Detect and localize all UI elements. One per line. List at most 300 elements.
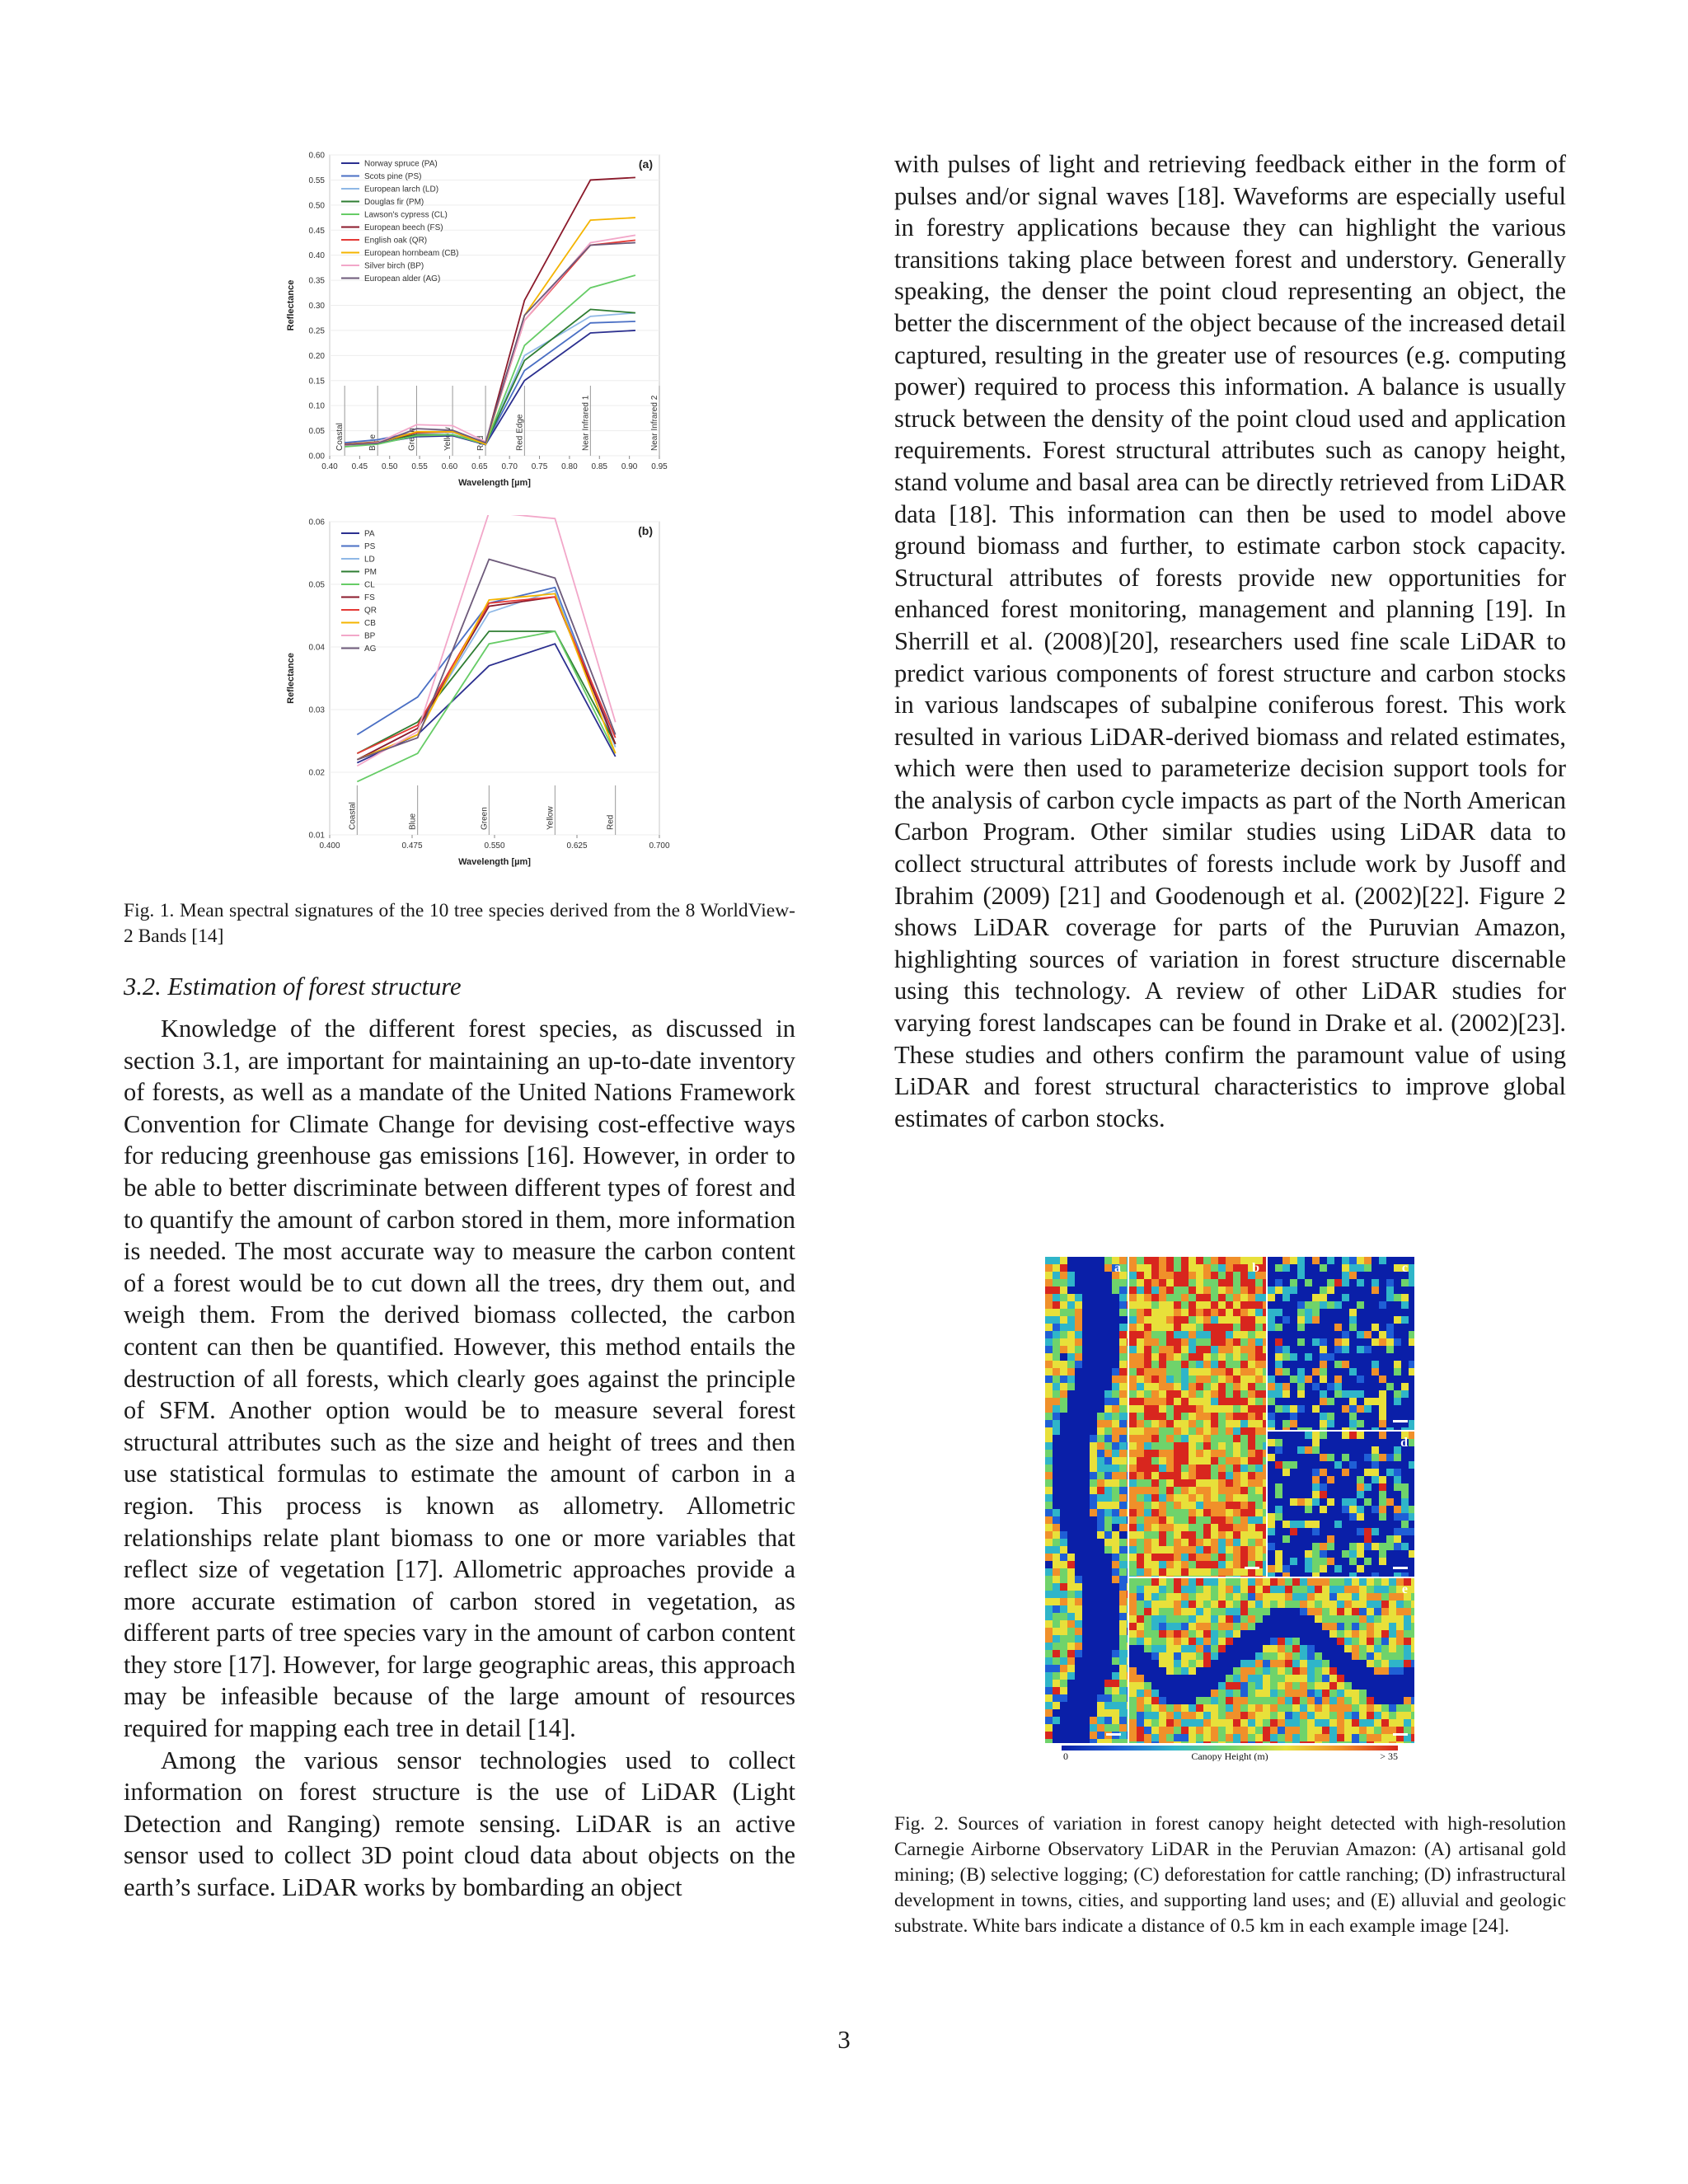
canopy-cell (1364, 1572, 1372, 1577)
canopy-cell (1270, 1593, 1278, 1601)
canopy-cell (1218, 1568, 1226, 1576)
canopy-cell (1357, 1506, 1364, 1513)
canopy-cell (1159, 1719, 1166, 1727)
canopy-cell (1312, 1432, 1320, 1439)
canopy-cell (1196, 1435, 1203, 1442)
canopy-cell (1211, 1660, 1218, 1667)
canopy-cell (1203, 1465, 1211, 1472)
canopy-cell (1082, 1702, 1090, 1709)
canopy-cell (1263, 1472, 1266, 1479)
canopy-cell (1307, 1667, 1315, 1675)
canopy-cell (1364, 1353, 1372, 1361)
canopy-cell (1312, 1338, 1320, 1346)
canopy-cell (1127, 1546, 1128, 1554)
canopy-cell (1075, 1591, 1082, 1598)
canopy-cell (1090, 1301, 1097, 1309)
canopy-cell (1151, 1420, 1159, 1427)
canopy-cell (1372, 1521, 1379, 1528)
canopy-cell (1104, 1286, 1112, 1294)
y-tick-label: 0.05 (308, 580, 325, 590)
canopy-cell (1312, 1454, 1320, 1461)
canopy-cell (1166, 1487, 1174, 1494)
canopy-cell (1226, 1524, 1233, 1531)
canopy-cell (1144, 1272, 1151, 1279)
canopy-cell (1374, 1645, 1381, 1652)
canopy-cell (1337, 1690, 1344, 1697)
canopy-cell (1174, 1279, 1181, 1286)
canopy-cell (1292, 1601, 1300, 1608)
canopy-cell (1263, 1346, 1266, 1353)
canopy-cell (1137, 1502, 1144, 1509)
canopy-cell (1112, 1591, 1119, 1598)
canopy-cell (1151, 1660, 1159, 1667)
canopy-cell (1300, 1593, 1307, 1601)
canopy-cell (1097, 1450, 1104, 1457)
canopy-cell (1320, 1427, 1327, 1430)
canopy-cell (1233, 1272, 1240, 1279)
canopy-cell (1297, 1264, 1305, 1272)
canopy-cell (1372, 1294, 1379, 1301)
canopy-cell (1342, 1324, 1349, 1331)
canopy-cell (1409, 1279, 1414, 1286)
canopy-cell (1342, 1469, 1349, 1476)
canopy-cell (1060, 1435, 1067, 1442)
canopy-cell (1067, 1635, 1075, 1643)
canopy-cell (1337, 1586, 1344, 1593)
canopy-cell (1263, 1660, 1270, 1667)
canopy-cell (1364, 1331, 1372, 1338)
page-number: 3 (837, 2025, 851, 2054)
canopy-cell (1060, 1657, 1067, 1665)
canopy-cell (1320, 1565, 1327, 1572)
canopy-cell (1364, 1521, 1372, 1528)
canopy-cell (1248, 1727, 1255, 1734)
canopy-cell (1315, 1652, 1322, 1660)
canopy-cell (1394, 1324, 1401, 1331)
canopy-cell (1307, 1719, 1315, 1727)
canopy-cell (1315, 1630, 1322, 1638)
canopy-cell (1129, 1435, 1137, 1442)
canopy-cell (1067, 1509, 1075, 1516)
canopy-cell (1112, 1294, 1119, 1301)
canopy-cell (1374, 1704, 1381, 1712)
canopy-cell (1357, 1439, 1364, 1446)
canopy-cell (1233, 1502, 1240, 1509)
canopy-cell (1275, 1565, 1282, 1572)
canopy-cell (1372, 1353, 1379, 1361)
canopy-cell (1144, 1420, 1151, 1427)
canopy-cell (1112, 1620, 1119, 1628)
canopy-cell (1129, 1301, 1137, 1309)
canopy-cell (1334, 1439, 1342, 1446)
canopy-cell (1119, 1702, 1127, 1709)
y-tick-label: 0.01 (308, 831, 325, 841)
canopy-cell (1305, 1461, 1312, 1469)
canopy-cell (1285, 1675, 1292, 1682)
canopy-cell (1166, 1727, 1174, 1734)
canopy-cell (1097, 1709, 1104, 1717)
canopy-cell (1305, 1301, 1312, 1309)
canopy-cell (1067, 1657, 1075, 1665)
canopy-cell (1357, 1498, 1364, 1506)
canopy-cell (1067, 1264, 1075, 1272)
canopy-cell (1082, 1531, 1090, 1539)
canopy-cell (1320, 1483, 1327, 1491)
canopy-cell (1305, 1346, 1312, 1353)
canopy-cell (1329, 1675, 1337, 1682)
canopy-cell (1211, 1398, 1218, 1405)
canopy-cell (1349, 1432, 1357, 1439)
canopy-cell (1104, 1383, 1112, 1390)
canopy-cell (1240, 1568, 1248, 1576)
canopy-cell (1233, 1645, 1240, 1652)
canopy-cell (1203, 1690, 1211, 1697)
canopy-cell (1379, 1331, 1386, 1338)
canopy-cell (1292, 1586, 1300, 1593)
canopy-cell (1082, 1487, 1090, 1494)
canopy-cell (1240, 1435, 1248, 1442)
canopy-cell (1112, 1680, 1119, 1687)
canopy-cell (1097, 1539, 1104, 1546)
canopy-cell (1357, 1264, 1364, 1272)
canopy-cell (1322, 1645, 1329, 1652)
canopy-cell (1255, 1338, 1263, 1346)
canopy-cell (1104, 1450, 1112, 1457)
canopy-cell (1226, 1301, 1233, 1309)
canopy-cell (1060, 1279, 1067, 1286)
canopy-cell (1386, 1469, 1394, 1476)
canopy-cell (1411, 1667, 1414, 1675)
canopy-cell (1263, 1405, 1266, 1413)
canopy-cell (1174, 1719, 1181, 1727)
canopy-cell (1196, 1615, 1203, 1623)
canopy-cell (1329, 1667, 1337, 1675)
canopy-cell (1329, 1690, 1337, 1697)
canopy-cell (1189, 1652, 1196, 1660)
canopy-cell (1263, 1601, 1270, 1608)
canopy-cell (1322, 1652, 1329, 1660)
canopy-cell (1320, 1294, 1327, 1301)
canopy-cell (1305, 1528, 1312, 1535)
canopy-cell (1263, 1442, 1266, 1450)
canopy-cell (1386, 1506, 1394, 1513)
canopy-cell (1233, 1601, 1240, 1608)
canopy-cell (1053, 1398, 1060, 1405)
canopy-cell (1386, 1446, 1394, 1454)
legend-label: Norway spruce (PA) (364, 159, 438, 169)
canopy-cell (1367, 1712, 1374, 1719)
canopy-cell (1137, 1645, 1144, 1652)
canopy-cell (1053, 1531, 1060, 1539)
canopy-cell (1240, 1398, 1248, 1405)
canopy-cell (1196, 1578, 1203, 1586)
canopy-cell (1240, 1719, 1248, 1727)
canopy-cell (1060, 1316, 1067, 1324)
canopy-cell (1226, 1734, 1233, 1741)
canopy-cell (1282, 1383, 1290, 1390)
canopy-cell (1112, 1635, 1119, 1643)
canopy-cell (1290, 1427, 1297, 1430)
canopy-cell (1112, 1390, 1119, 1398)
canopy-cell (1075, 1732, 1082, 1739)
canopy-cell (1060, 1286, 1067, 1294)
canopy-cell (1233, 1704, 1240, 1712)
canopy-cell (1367, 1638, 1374, 1645)
canopy-cell (1329, 1638, 1337, 1645)
canopy-cell (1322, 1675, 1329, 1682)
canopy-cell (1334, 1346, 1342, 1353)
canopy-cell (1127, 1338, 1128, 1346)
canopy-cell (1263, 1578, 1270, 1586)
canopy-cell (1090, 1494, 1097, 1502)
canopy-cell (1144, 1398, 1151, 1405)
canopy-cell (1218, 1368, 1226, 1376)
canopy-cell (1312, 1383, 1320, 1390)
canopy-cell (1082, 1450, 1090, 1457)
canopy-cell (1329, 1630, 1337, 1638)
canopy-cell (1337, 1645, 1344, 1652)
canopy-cell (1075, 1635, 1082, 1643)
canopy-cell (1067, 1628, 1075, 1635)
canopy-cell (1352, 1690, 1359, 1697)
canopy-cell (1334, 1446, 1342, 1454)
canopy-cell (1151, 1667, 1159, 1675)
canopy-cell (1282, 1316, 1290, 1324)
canopy-cell (1401, 1413, 1409, 1420)
canopy-cell (1379, 1476, 1386, 1483)
canopy-cell (1144, 1524, 1151, 1531)
canopy-cell (1240, 1645, 1248, 1652)
canopy-cell (1060, 1568, 1067, 1576)
canopy-cell (1359, 1719, 1367, 1727)
canopy-cell (1342, 1294, 1349, 1301)
canopy-cell (1211, 1286, 1218, 1294)
canopy-cell (1312, 1279, 1320, 1286)
canopy-cell (1127, 1353, 1128, 1361)
x-tick-label: 0.400 (319, 841, 340, 851)
canopy-cell (1409, 1413, 1414, 1420)
canopy-cell (1282, 1324, 1290, 1331)
canopy-cell (1075, 1465, 1082, 1472)
canopy-cell (1297, 1543, 1305, 1550)
canopy-cell (1322, 1601, 1329, 1608)
canopy-cell (1320, 1390, 1327, 1398)
canopy-cell (1282, 1309, 1290, 1316)
canopy-cell (1374, 1682, 1381, 1690)
canopy-cell (1322, 1660, 1329, 1667)
canopy-cell (1067, 1739, 1075, 1743)
canopy-cell (1275, 1279, 1282, 1286)
canopy-cell (1159, 1712, 1166, 1719)
canopy-cell (1268, 1353, 1275, 1361)
canopy-cell (1075, 1286, 1082, 1294)
canopy-cell (1137, 1309, 1144, 1316)
canopy-cell (1174, 1346, 1181, 1353)
canopy-cell (1196, 1324, 1203, 1331)
canopy-cell (1233, 1586, 1240, 1593)
canopy-cell (1240, 1427, 1248, 1435)
canopy-cell (1300, 1638, 1307, 1645)
canopy-cell (1159, 1554, 1166, 1561)
canopy-cell (1290, 1324, 1297, 1331)
canopy-cell (1307, 1578, 1315, 1586)
canopy-cell (1053, 1657, 1060, 1665)
canopy-cell (1112, 1709, 1119, 1717)
canopy-cell (1181, 1390, 1189, 1398)
canopy-cell (1151, 1601, 1159, 1608)
y-tick-label: 0.15 (308, 377, 325, 387)
canopy-cell (1263, 1338, 1266, 1346)
canopy-cell (1404, 1638, 1411, 1645)
canopy-cell (1344, 1741, 1352, 1743)
canopy-cell (1349, 1279, 1357, 1286)
canopy-cell (1359, 1645, 1367, 1652)
canopy-cell (1409, 1286, 1414, 1294)
canopy-cell (1112, 1442, 1119, 1450)
canopy-cell (1275, 1294, 1282, 1301)
canopy-cell (1045, 1331, 1053, 1338)
canopy-cell (1137, 1601, 1144, 1608)
canopy-cell (1189, 1427, 1196, 1435)
canopy-cell (1112, 1472, 1119, 1479)
canopy-cell (1305, 1513, 1312, 1521)
canopy-cell (1275, 1361, 1282, 1368)
canopy-cell (1248, 1450, 1255, 1457)
canopy-cell (1263, 1272, 1266, 1279)
canopy-cell (1112, 1286, 1119, 1294)
canopy-cell (1181, 1719, 1189, 1727)
canopy-cell (1379, 1324, 1386, 1331)
canopy-cell (1372, 1550, 1379, 1558)
canopy-cell (1151, 1472, 1159, 1479)
colorbar-title: Canopy Height (m) (1191, 1750, 1268, 1761)
canopy-cell (1129, 1479, 1137, 1487)
canopy-cell (1127, 1272, 1128, 1279)
canopy-cell (1196, 1675, 1203, 1682)
canopy-cell (1060, 1502, 1067, 1509)
canopy-cell (1315, 1741, 1322, 1743)
canopy-cell (1045, 1301, 1053, 1309)
canopy-cell (1327, 1506, 1334, 1513)
canopy-cell (1386, 1361, 1394, 1368)
canopy-cell (1379, 1301, 1386, 1309)
canopy-cell (1290, 1331, 1297, 1338)
canopy-cell (1396, 1608, 1404, 1615)
canopy-cell (1129, 1546, 1137, 1554)
canopy-cell (1097, 1309, 1104, 1316)
canopy-cell (1268, 1376, 1275, 1383)
canopy-cell (1226, 1383, 1233, 1390)
canopy-cell (1226, 1645, 1233, 1652)
canopy-cell (1248, 1420, 1255, 1427)
canopy-cell (1189, 1257, 1196, 1264)
canopy-cell (1290, 1353, 1297, 1361)
canopy-cell (1045, 1598, 1053, 1605)
canopy-cell (1137, 1353, 1144, 1361)
canopy-cell (1357, 1469, 1364, 1476)
canopy-cell (1137, 1576, 1144, 1577)
canopy-cell (1129, 1264, 1137, 1272)
canopy-cell (1364, 1368, 1372, 1376)
canopy-cell (1233, 1690, 1240, 1697)
canopy-cell (1307, 1675, 1315, 1682)
canopy-cell (1315, 1690, 1322, 1697)
canopy-cell (1248, 1479, 1255, 1487)
canopy-cell (1144, 1568, 1151, 1576)
canopy-cell (1174, 1301, 1181, 1309)
canopy-cell (1137, 1279, 1144, 1286)
canopy-cell (1045, 1694, 1053, 1702)
canopy-cell (1174, 1427, 1181, 1435)
canopy-cell (1045, 1383, 1053, 1390)
canopy-cell (1053, 1680, 1060, 1687)
canopy-cell (1357, 1353, 1364, 1361)
canopy-cell (1285, 1593, 1292, 1601)
canopy-cell (1112, 1487, 1119, 1494)
canopy-cell (1174, 1420, 1181, 1427)
canopy-cell (1112, 1531, 1119, 1539)
canopy-cell (1394, 1572, 1401, 1577)
canopy-cell (1379, 1483, 1386, 1491)
canopy-cell (1297, 1483, 1305, 1491)
canopy-cell (1342, 1361, 1349, 1368)
canopy-cell (1097, 1613, 1104, 1620)
canopy-cell (1151, 1457, 1159, 1465)
canopy-cell (1394, 1476, 1401, 1483)
canopy-cell (1282, 1353, 1290, 1361)
canopy-cell (1067, 1324, 1075, 1331)
canopy-cell (1349, 1454, 1357, 1461)
canopy-cell (1119, 1724, 1127, 1732)
canopy-cell (1275, 1513, 1282, 1521)
canopy-cell (1389, 1667, 1396, 1675)
canopy-cell (1137, 1704, 1144, 1712)
canopy-cell (1290, 1535, 1297, 1543)
canopy-cell (1372, 1572, 1379, 1577)
left-paragraph-1: Knowledge of the different forest species, as discussed in section 3.1, are important for maintaining an up-to-date inventory of forests, as well as a mandate of the United Nations Framework Convention for Climate Change for devising cost-effective ways for reducing greenhouse gas emissions [16]. However, in order to be able to better discriminate between different types of forest and to quantify the amount of carbon stored in them, more information is needed. The most accurate way to measure the carbon content of a forest would be to cut down all the trees, dry them out, and weigh them. From the derived biomass collected, the carbon content can then be quantified. However, this method entails the destruction of all forests, which clearly goes against the principle of SFM. Another option would be to measure several forest structural attributes such as the size and height of trees and then use statistical formulas to estimate the amount of carbon in a region. This process is known as allometry. Allometric relationships relate plant biomass to one or more variables that reflect size of vegetation [17]. Allometric approaches provide a more accurate estimation of carbon stored in vegetation, as different parts of tree species vary in the amount of carbon content they store [17]. However, for large geographic areas, this approach may be infeasible because of the large amount of resources required for mapping each tree in detail [14]. (124, 1015, 795, 1743)
canopy-cell (1189, 1413, 1196, 1420)
canopy-cell (1090, 1264, 1097, 1272)
canopy-cell (1305, 1390, 1312, 1398)
canopy-cell (1349, 1439, 1357, 1446)
canopy-cell (1367, 1630, 1374, 1638)
canopy-cell (1411, 1601, 1414, 1608)
canopy-cell (1342, 1506, 1349, 1513)
y-tick-label: 0.02 (308, 768, 325, 778)
canopy-cell (1159, 1427, 1166, 1435)
canopy-cell (1181, 1546, 1189, 1554)
canopy-cell (1166, 1734, 1174, 1741)
canopy-cell (1270, 1704, 1278, 1712)
canopy-cell (1196, 1652, 1203, 1660)
canopy-cell (1372, 1324, 1379, 1331)
canopy-cell (1090, 1427, 1097, 1435)
canopy-cell (1112, 1516, 1119, 1524)
canopy-cell (1342, 1398, 1349, 1405)
canopy-cell (1372, 1454, 1379, 1461)
canopy-cell (1268, 1309, 1275, 1316)
canopy-cell (1248, 1645, 1255, 1652)
canopy-cell (1151, 1353, 1159, 1361)
canopy-cell (1240, 1301, 1248, 1309)
canopy-cell (1045, 1435, 1053, 1442)
canopy-cell (1248, 1578, 1255, 1586)
canopy-cell (1196, 1331, 1203, 1338)
canopy-cell (1329, 1660, 1337, 1667)
canopy-cell (1278, 1608, 1285, 1615)
canopy-cell (1290, 1521, 1297, 1528)
canopy-cell (1349, 1398, 1357, 1405)
